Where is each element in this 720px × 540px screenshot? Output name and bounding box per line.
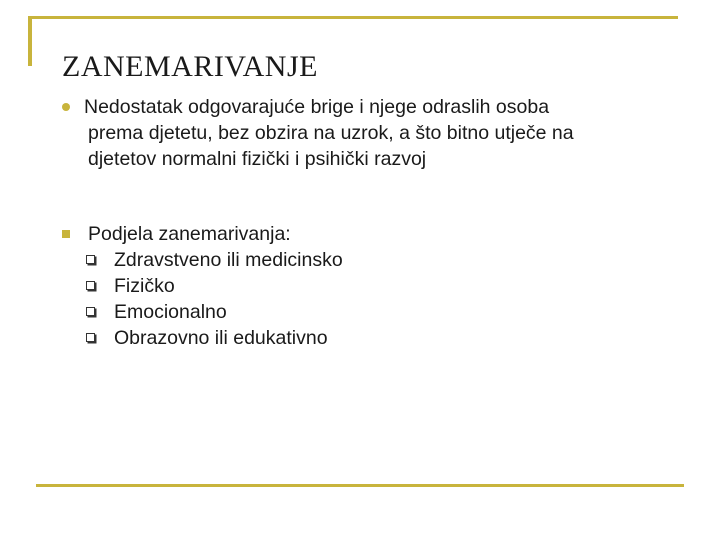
round-bullet-icon [62,103,70,111]
list-item [86,325,702,351]
list-item-label: Fizičko [114,275,175,297]
list-item [86,247,702,273]
bullet-definition [62,94,702,172]
definition-text [84,94,702,172]
slide-title: ZANEMARIVANJE [62,50,318,83]
classification-list [88,247,702,351]
square-bullet-icon [62,230,70,238]
frame-bottom-border [36,484,684,487]
checkbox-square-icon [86,307,95,316]
list-item [86,299,702,325]
definition-line: prema djetetu, bez obzira na uzrok, a što bitno utječe na [88,122,574,144]
definition-line: djetetov normalni fizički i psihički razvoj [88,148,427,170]
list-item-label: Zdravstveno ili medicinsko [114,249,343,271]
frame-left-border [28,16,32,66]
list-item-label: Obrazovno ili edukativno [114,327,328,349]
checkbox-square-icon [86,255,95,264]
definition-line: Nedostatak odgovarajuće brige i njege odraslih osoba [84,96,550,118]
list-item-label: Emocionalno [114,301,227,323]
checkbox-square-icon [86,333,95,342]
classification-block [88,221,702,351]
classification-heading: Podjela zanemarivanja: [88,223,291,245]
checkbox-square-icon [86,281,95,290]
bullet-classification [62,221,702,351]
list-item [86,273,702,299]
frame-top-border [28,16,678,19]
